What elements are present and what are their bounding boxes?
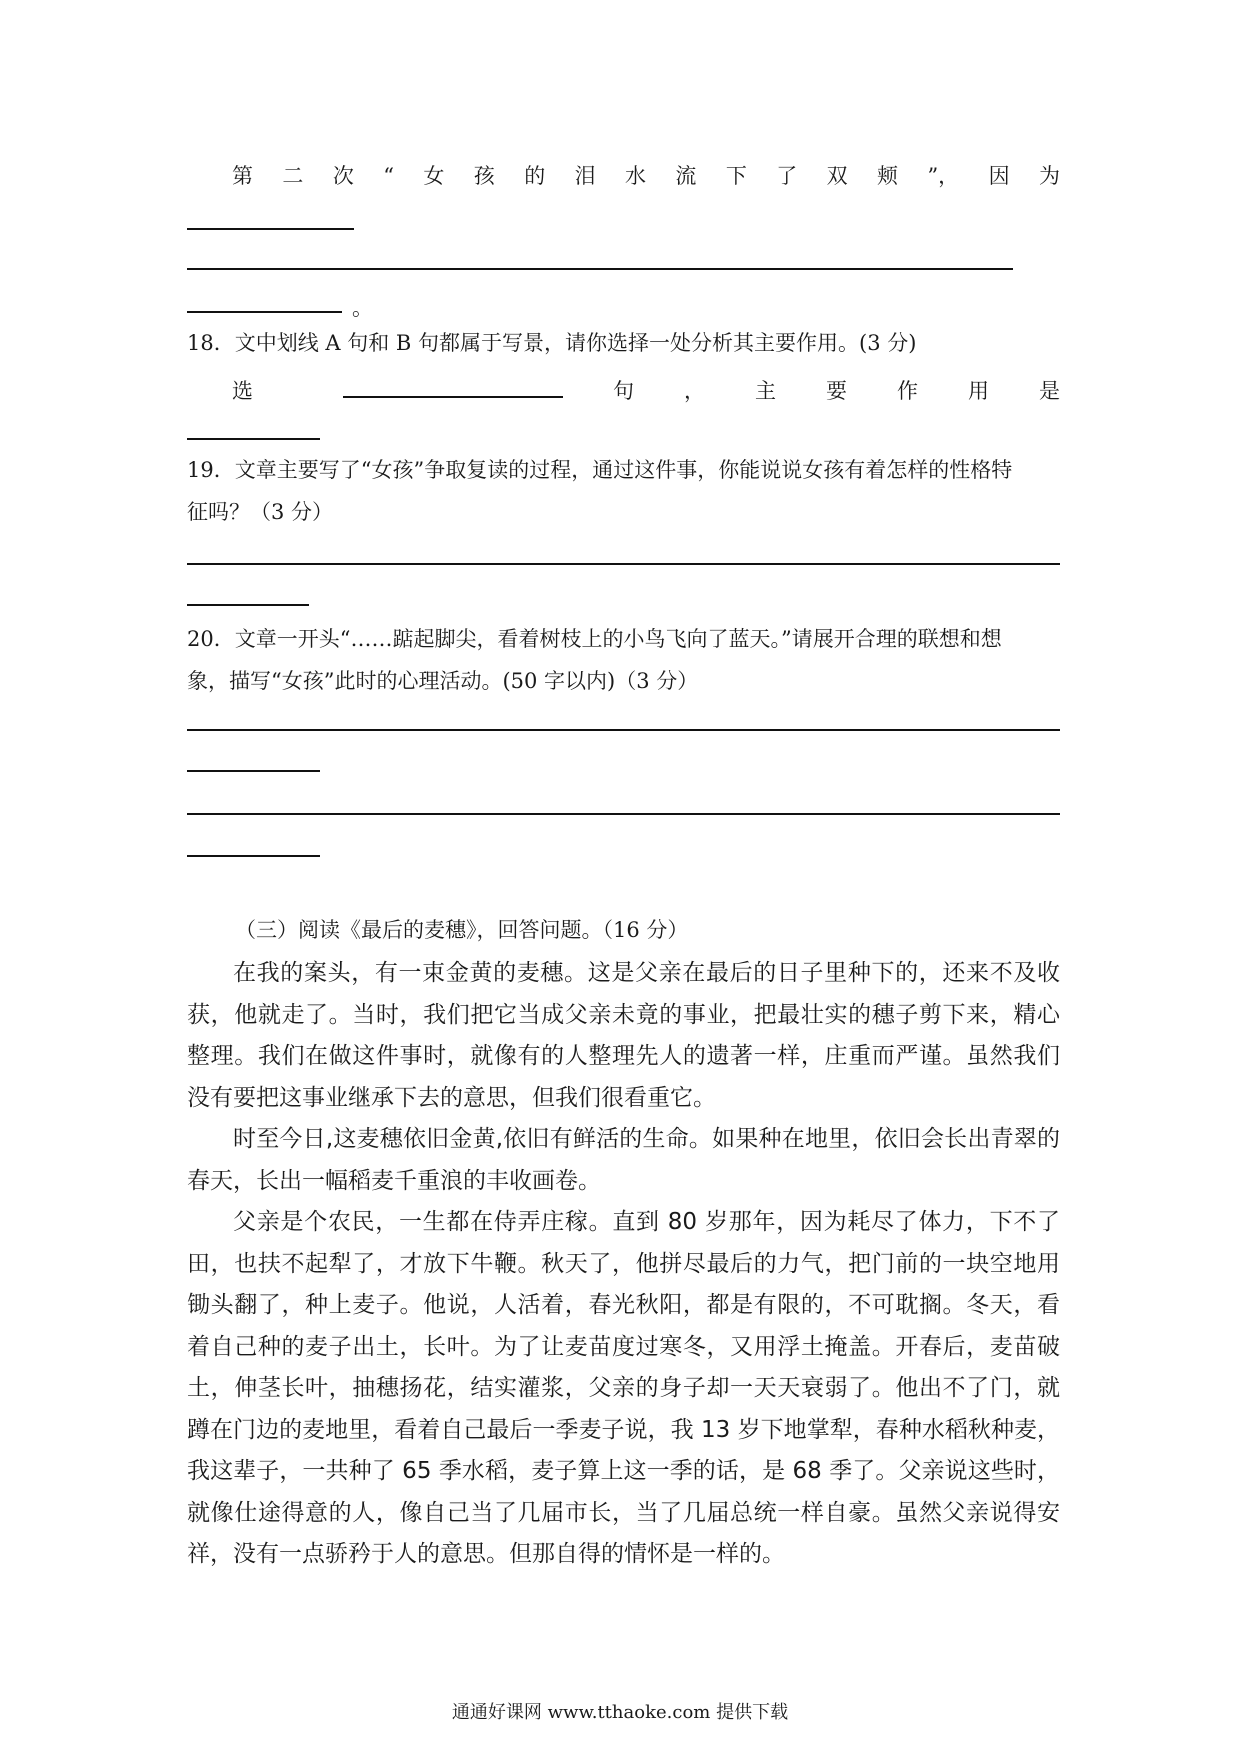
q17-char: 的 bbox=[524, 164, 546, 188]
q18-choice-blank[interactable] bbox=[343, 374, 563, 398]
q17-char: 孩 bbox=[473, 164, 495, 188]
q17-end-mark: 。 bbox=[352, 296, 373, 320]
q17-char: ”， bbox=[927, 164, 960, 188]
section3-heading: （三）阅读《最后的麦穗》，回答问题。（16 分） bbox=[235, 918, 689, 942]
q18-fill-char: 主 bbox=[755, 379, 776, 403]
q19-answer-blank[interactable] bbox=[187, 604, 309, 606]
q20-question-line2: 象，描写“女孩”此时的心理活动。(50 字以内)（3 分） bbox=[187, 669, 699, 693]
q20-question-line1: 20．文章一开头“……踮起脚尖，看着树枝上的小鸟飞向了蓝天。”请展开合理的联想和想 bbox=[187, 627, 1002, 651]
q20-answer-blank[interactable] bbox=[187, 770, 320, 772]
q17-char: 为 bbox=[1039, 164, 1060, 188]
section3-paragraph-3: 父亲是个农民，一生都在侍弄庄稼。直到 80 岁那年，因为耗尽了体力，下不了田，也扶不起犁了，才放下牛鞭。秋天了，他拼尽最后的力气，把门前的一块空地用锄头翻了，种上麦子。他说，人活着，春光秋阳，都是有限的，不可耽搁。冬天，看着自己种的麦子出土，长叶。为了让麦苗度过寒冬，又用浮土掩盖。开春后，麦苗破土，伸茎长叶，抽穗扬花，结实灌浆，父亲的身子却一天天衰弱了。他出不了门，就蹲在门边的麦地里，看着自己最后一季麦子说，我 13 岁下地掌犁，春种水稻秋种麦，我这辈子，一共种了 65 季水稻，麦子算上这一季的话，是 68 季了。父亲说这些时，就像仕途得意的人，像自己当了几届市长，当了几届总统一样自豪。虽然父亲说得安祥，没有一点骄矜于人的意思。但那自得的情怀是一样的。 bbox=[187, 1209, 1060, 1567]
q17-char: 了 bbox=[776, 164, 798, 188]
q17-answer-prompt bbox=[232, 160, 1060, 190]
q18-fill-line bbox=[232, 374, 1060, 405]
q17-char: 流 bbox=[675, 164, 697, 188]
q18-fill-char: ， bbox=[684, 379, 705, 403]
q17-char: 双 bbox=[826, 164, 848, 188]
q17-char: 下 bbox=[725, 164, 747, 188]
q19-question-line1: 19．文章主要写了“女孩”争取复读的过程，通过这件事，你能说说女孩有着怎样的性格特 bbox=[187, 458, 1013, 482]
q19-answer-blank[interactable] bbox=[187, 563, 1060, 565]
section3-paragraph-1: 在我的案头，有一束金黄的麦穗。这是父亲在最后的日子里种下的，还来不及收获，他就走了。当时，我们把它当成父亲未竟的事业，把最壮实的穗子剪下来，精心整理。我们在做这件事时，就像有的人整理先人的遗著一样，庄重而严谨。虽然我们没有要把这事业继承下去的意思，但我们很看重它。 bbox=[187, 960, 1060, 1111]
q18-fill-char: 用 bbox=[968, 379, 989, 403]
q18-fill-char: 是 bbox=[1039, 379, 1060, 403]
q17-char: 二 bbox=[282, 164, 304, 188]
q20-answer-blank[interactable] bbox=[187, 855, 320, 857]
q17-answer-blank[interactable] bbox=[187, 268, 1013, 270]
q17-char: 因 bbox=[988, 164, 1010, 188]
q17-char: 颊 bbox=[877, 164, 899, 188]
q17-char: “ bbox=[383, 164, 394, 188]
q18-fill-char: 句 bbox=[613, 379, 634, 403]
q20-answer-blank[interactable] bbox=[187, 729, 1060, 731]
q18-fill-char: 选 bbox=[232, 379, 253, 403]
q18-fill-char: 要 bbox=[826, 379, 847, 403]
q17-char: 女 bbox=[423, 164, 445, 188]
q17-char: 次 bbox=[332, 164, 354, 188]
q17-char: 第 bbox=[232, 164, 253, 188]
q20-answer-blank[interactable] bbox=[187, 813, 1060, 815]
q18-fill-char: 作 bbox=[897, 379, 918, 403]
q18-answer-blank[interactable] bbox=[187, 438, 320, 440]
q17-char: 水 bbox=[625, 164, 646, 188]
q17-char: 泪 bbox=[574, 164, 596, 188]
section3-paragraph-2: 时至今日,这麦穗依旧金黄,依旧有鲜活的生命。如果种在地里，依旧会长出青翠的春天，长出一幅稻麦千重浪的丰收画卷。 bbox=[187, 1126, 1060, 1194]
q18-question: 18．文中划线 A 句和 B 句都属于写景，请你选择一处分析其主要作用。(3 分) bbox=[187, 331, 917, 355]
page-footer: 通通好课网 www.tthaoke.com 提供下载 bbox=[451, 1702, 789, 1723]
q17-answer-blank[interactable] bbox=[187, 311, 342, 313]
q19-question-line2: 征吗？（3 分） bbox=[187, 500, 334, 524]
q17-answer-blank[interactable] bbox=[187, 228, 354, 230]
